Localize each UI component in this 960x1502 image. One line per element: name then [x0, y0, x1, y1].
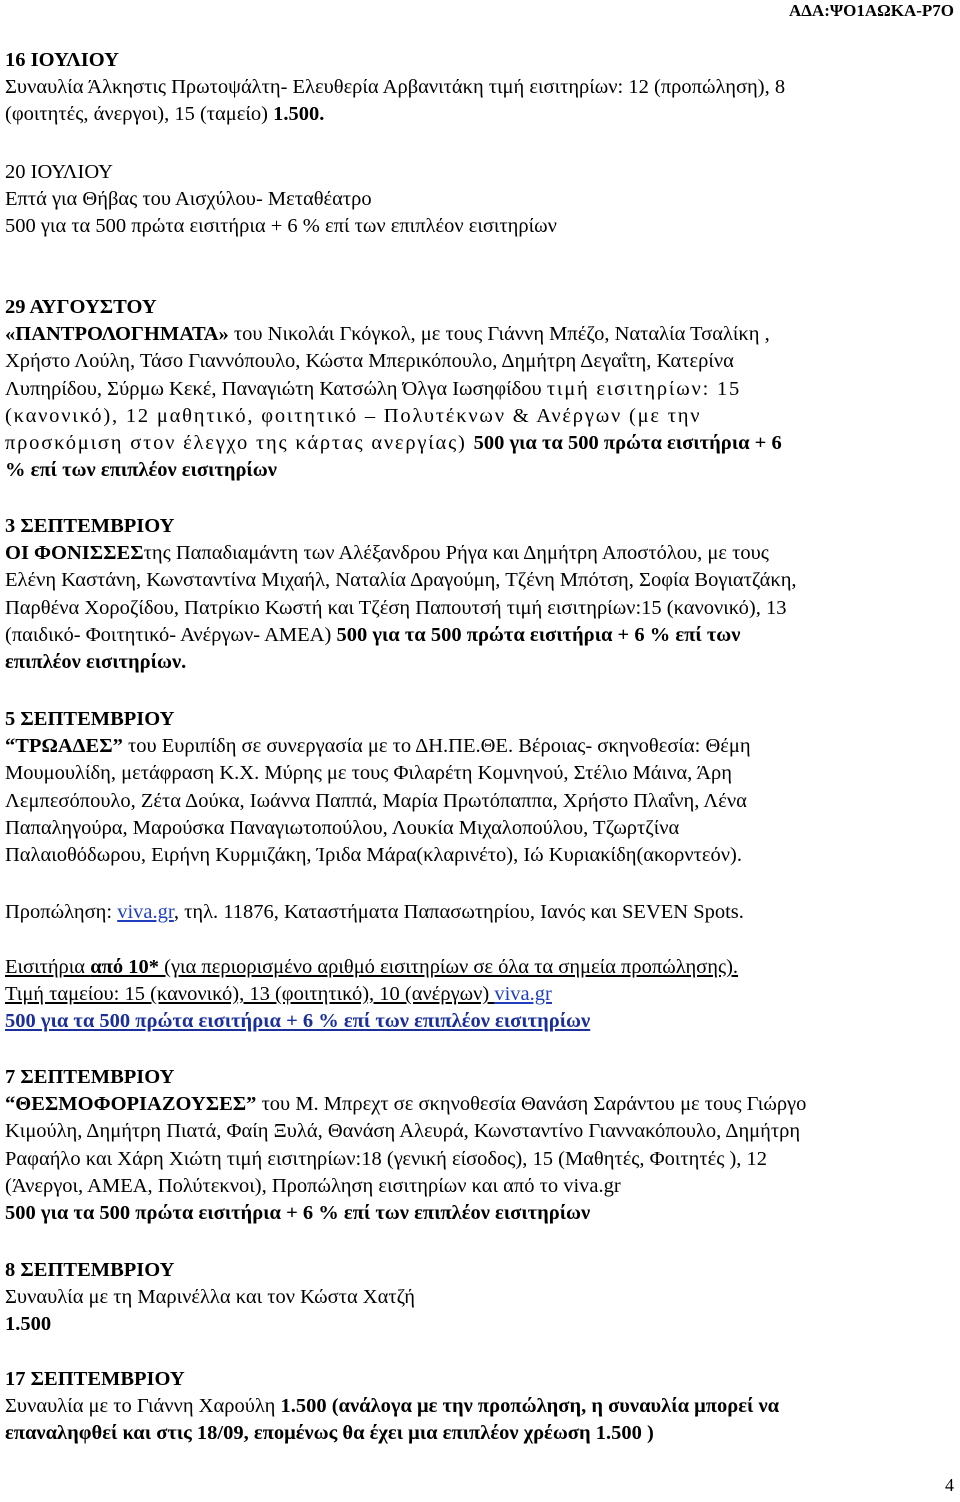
presale-label: Προπώληση:: [5, 901, 118, 923]
event-text-line: Ραφαήλο και Χάρη Χιώτη τιμή εισιτηρίων:18 (γενική είσοδος), 15 (Μαθητές, Φοιτητές ), 12: [5, 1147, 768, 1170]
event-text: Συναυλία με το Γιάννη Χαρούλη: [5, 1395, 281, 1418]
event-5-september: [5, 706, 959, 869]
event-date: 29 ΑΥΓΟΥΣΤΟΥ: [5, 296, 157, 318]
event-date: 17 ΣΕΠΤΕΜΒΡΙΟΥ: [5, 1368, 185, 1390]
event-17-september: [5, 1366, 959, 1448]
event-fee: % επί των επιπλέον εισιτηρίων: [5, 459, 277, 482]
event-text-line: Παλαιοθόδωρου, Ειρήνη Κυρμιζάκη, Ίριδα Μάρα(κλαρινέτο), Ιώ Κυριακίδη(ακορντεόν).: [5, 844, 742, 867]
box-office-text: Τιμή ταμείου: 15 (κανονικό), 13 (φοιτητικό), 10 (ανέργων): [5, 983, 495, 1006]
page-number: 4: [945, 1475, 954, 1495]
event-text-line: [5, 733, 959, 760]
event-fee: 500 για τα 500 πρώτα εισιτήρια + 6 % επί των επιπλέον εισιτηρίων: [5, 215, 557, 238]
event-title: Επτά για Θήβας του Αισχύλου- Μεταθέατρο: [5, 188, 372, 211]
event-date: 20 ΙΟΥΛΙΟΥ: [5, 161, 113, 183]
event-text-line: Παπαληγούρα, Μαρούσκα Παναγιωτοπούλου, Λουκία Μιχαλοπούλου, Τζωρτζίνα: [5, 816, 680, 839]
event-text-line: [5, 1091, 959, 1118]
presale-line: [5, 899, 959, 926]
event-text-line: Συναυλία με τη Μαρινέλλα και τον Κώστα Χατζή: [5, 1286, 415, 1309]
ticket-info: [5, 954, 959, 1036]
event-text-line: [5, 430, 959, 457]
event-text: του Νικολάι Γκόγκολ, με τους Γιάννη Μπέζο, Ναταλία Τσαλίκη ,: [228, 323, 770, 346]
event-title: “ΘΕΣΜΟΦΟΡΙΑΖΟΥΣΕΣ”: [5, 1093, 257, 1116]
event-date: 5 ΣΕΠΤΕΜΒΡΙΟΥ: [5, 708, 175, 730]
presale-text: , τηλ. 11876, Καταστήματα Παπασωτηρίου, Ιανός και SEVEN Spots.: [173, 901, 744, 923]
event-16-july: [5, 47, 959, 129]
event-7-september: [5, 1064, 959, 1227]
viva-link[interactable]: viva.gr: [117, 901, 174, 923]
event-text-line: Λεμπεσόπουλο, Ζέτα Δούκα, Ιωάννα Παππά, Μαρία Πρωτόπαππα, Χρήστο Πλαΐνη, Λένα: [5, 789, 747, 812]
tickets-line: [5, 954, 959, 981]
event-fee: επιπλέον εισιτηρίων.: [5, 651, 187, 674]
event-29-august: [5, 294, 959, 484]
event-price: τιμή εισιτηρίων: 15: [546, 377, 742, 400]
event-text: (φοιτητές, άνεργοι), 15 (ταμείο): [5, 103, 274, 126]
tickets-from: από 10*: [90, 956, 159, 978]
event-price: προσκόμιση στον έλεγχο της κάρτας ανεργίας): [5, 432, 474, 455]
event-price-line: (κανονικό), 12 μαθητικό, φοιτητικό – Πολυτέκνων & Ανέργων (με την: [5, 404, 702, 427]
event-text-line: Κιμούλη, Δημήτρη Πιατά, Φαίη Ξυλά, Θανάση Αλευρά, Κωνσταντίνο Γιαννακόπουλο, Δημήτρη: [5, 1120, 801, 1143]
event-fee: 1.500 (ανάλογα με την προπώληση, η συναυλία μπορεί να: [280, 1395, 780, 1418]
event-text-line: Ελένη Καστάνη, Κωνσταντίνα Μιχαήλ, Ναταλία Δραγούμη, Τζένη Μπότση, Σοφία Βογιατζάκη,: [5, 569, 797, 592]
event-text: του Μ. Μπρεχτ σε σκηνοθεσία Θανάση Σαράντου με τους Γιώργο: [256, 1093, 807, 1116]
event-fee: 500 για τα 500 πρώτα εισιτήρια + 6 % επί των: [336, 623, 741, 646]
event-text-line: [5, 540, 959, 567]
event-text: του Ευριπίδη σε συνεργασία με το ΔΗ.ΠΕ.ΘΕ. Βέροιας- σκηνοθεσία: Θέμη: [122, 735, 751, 758]
event-date: 3 ΣΕΠΤΕΜΒΡΙΟΥ: [5, 515, 175, 537]
event-fee: επαναληφθεί και στις 18/09, επομένως θα έχει μια επιπλέον χρέωση 1.500 ): [5, 1422, 654, 1445]
event-title: «ΠΑΝΤΡΟΛΟΓΗΜΑΤΑ»: [5, 323, 229, 346]
event-fee: 500 για τα 500 πρώτα εισιτήρια + 6: [473, 432, 782, 455]
deal-line: [5, 1008, 959, 1035]
event-fee: 500 για τα 500 πρώτα εισιτήρια + 6 % επί των επιπλέον εισιτηρίων: [5, 1202, 591, 1225]
event-text-line: [5, 376, 959, 403]
event-date: 16 ΙΟΥΛΙΟΥ: [5, 49, 119, 71]
event-text-line: Παρθένα Χοροζίδου, Πατρίκιο Κωστή και Τζέση Παπουτσή τιμή εισιτηρίων:15 (κανονικό), 13: [5, 596, 787, 619]
event-text: Λυπηρίδου, Σύρμω Κεκέ, Παναγιώτη Κατσώλη Όλγα Ιωσηφίδου: [5, 377, 547, 400]
presale-info: [5, 899, 959, 926]
event-text-line: [5, 101, 959, 128]
event-title: “ΤΡΩΑΔΕΣ”: [5, 735, 123, 758]
event-date: 8 ΣΕΠΤΕΜΒΡΙΟΥ: [5, 1259, 175, 1281]
tickets-text: (για περιορισμένο αριθμό εισιτηρίων σε όλα τα σημεία προπώλησης).: [159, 956, 739, 978]
ada-code: ΑΔΑ:ΨΟ1ΑΩΚΑ-Ρ7Ο: [788, 1, 954, 20]
event-text-line: [5, 622, 959, 649]
event-text-line: [5, 1393, 959, 1420]
event-fee: 1.500.: [273, 103, 325, 126]
event-text-line: Μουμουλίδη, μετάφραση Κ.Χ. Μύρης με τους Φιλαρέτη Κομνηνού, Στέλιο Μάινα, Άρη: [5, 762, 732, 785]
event-3-september: [5, 513, 959, 676]
deal-text[interactable]: 500 για τα 500 πρώτα εισιτήρια + 6 % επί των επιπλέον εισιτηρίων: [5, 1010, 591, 1033]
event-title: ΟΙ ΦΟΝΙΣΣΕΣ: [5, 542, 144, 565]
event-text: της Παπαδιαμάντη των Αλέξανδρου Ρήγα και Δημήτρη Αποστόλου, με τους: [143, 542, 769, 565]
tickets-text: Εισιτήρια: [5, 956, 91, 978]
event-20-july: [5, 159, 959, 241]
event-8-september: [5, 1257, 959, 1339]
box-office-line: [5, 981, 959, 1008]
event-text: (παιδικό- Φοιτητικό- Ανέργων- ΑΜΕΑ): [5, 623, 337, 646]
event-text-line: Συναυλία Άλκηστις Πρωτοψάλτη- Ελευθερία Αρβανιτάκη τιμή εισιτηρίων: 12 (προπώληση), 8: [5, 76, 786, 99]
event-text-line: [5, 321, 959, 348]
event-fee: 1.500: [5, 1313, 52, 1336]
event-text-line: Χρήστο Λούλη, Τάσο Γιαννόπουλο, Κώστα Μπερικόπουλο, Δημήτρη Δεγαΐτη, Κατερίνα: [5, 350, 734, 373]
event-date: 7 ΣΕΠΤΕΜΒΡΙΟΥ: [5, 1066, 175, 1088]
event-text-line: (Άνεργοι, ΑΜΕΑ, Πολύτεκνοι), Προπώληση εισιτηρίων και από το viva.gr: [5, 1174, 621, 1197]
viva-link[interactable]: viva.gr: [494, 983, 552, 1006]
